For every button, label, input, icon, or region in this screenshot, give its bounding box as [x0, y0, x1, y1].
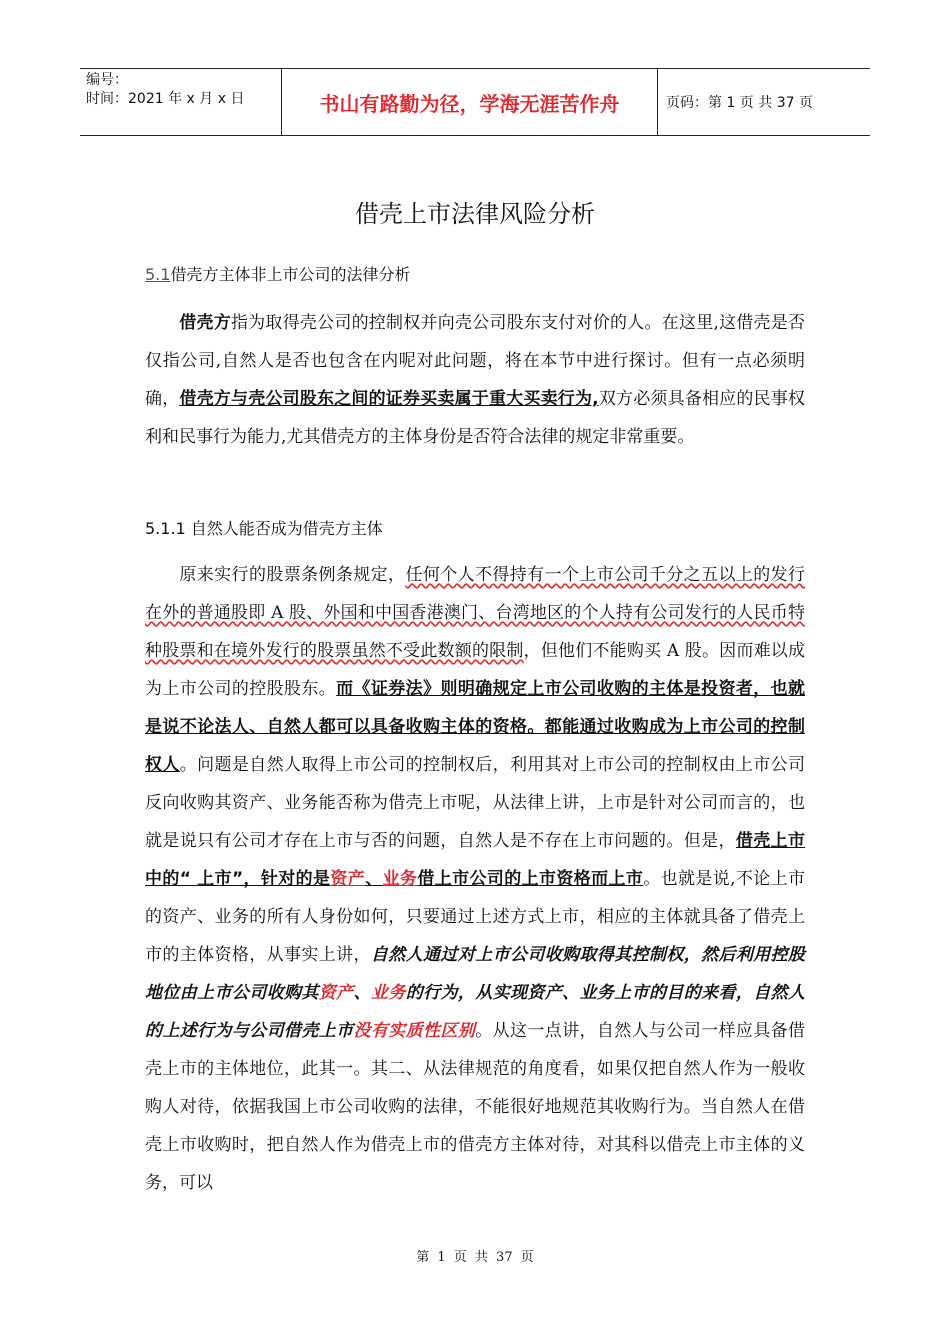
motto-text: 书山有路勤为径，学海无涯苦作舟	[319, 91, 620, 116]
para1-text-b: 双方必须具备相应的民事权利和民事行为能力,尤其借壳方的主体身份是否符合法律的规定非常重要。	[145, 389, 806, 447]
para2-d: 而《证券法》则明确规定上市公司收购的主体是投资者，也就是说不论法人、自然人都可以具备收购主体的资格。都能通过收购成为上市公司的控制权人	[145, 679, 806, 775]
paragraph-1	[145, 304, 805, 456]
para2-i: 业务	[382, 869, 418, 889]
para2-j: 借上市公司的上市资格而上市	[417, 869, 644, 889]
para2-c: ，但他们不能购买 A 股。因而难以成为上市公司的控股股东。	[145, 641, 805, 699]
section-number: 5.1	[145, 265, 171, 284]
para2-r: 。从这一点讲，自然人与公司一样应具备借壳上市的主体地位，此其一。其二、从法律规范的角度看，如果仅把自然人作为一般收购人对待，依据我国上市公司收购的法律，不能很好地规范其收购行为。当自然人在借壳上市收购时，把自然人作为借壳上市的借壳方主体对待，对其科以借壳上市主体的义务，可以	[145, 1021, 806, 1193]
para2-m: 资产	[318, 983, 354, 1003]
para2-a: 原来实行的股票条例条规定，	[179, 565, 406, 585]
header-meta-cell	[80, 69, 282, 135]
para2-g: 资产	[330, 869, 366, 889]
para2-p: 的行为，从实现资产、业务上市的目的来看，自然人的上述行为与公司借壳上市	[145, 983, 806, 1041]
para1-text-a: 指为取得壳公司的控制权并向壳公司股东支付对价的人。在这里,这借壳是否仅指公司,自然人是否也包含在内呢对此问题，将在本节中进行探讨。但有一点必须明确，	[145, 313, 806, 409]
page-footer: 第 1 页 共 37 页	[416, 1250, 534, 1265]
number-label: 编号：	[86, 72, 128, 88]
section-heading-5-1	[145, 262, 410, 285]
para2-k: 。也就是说,不论上市的资产、业务的所有人身份如何，只要通过上述方式上市，相应的主体就具备了借壳上市的主体资格，从事实上讲，	[145, 869, 806, 965]
para2-n: 、	[353, 983, 371, 1003]
para2-f: 借壳上市中的“ 上市”，针对的是	[145, 831, 806, 889]
header-motto-cell	[282, 69, 658, 135]
para2-b: 任何个人不得持有一个上市公司千分之五以上的发行在外的普通股即 A 股、外国和中国香港澳门、台湾地区的个人持有公司发行的人民币特种股票和在境外发行的股票虽然不受此数额的限制	[145, 565, 806, 661]
page-info: 页码：第 1 页 共 37 页	[666, 95, 813, 111]
para2-h: 、	[365, 869, 383, 889]
document-title: 借壳上市法律风险分析	[355, 200, 595, 228]
para1-emphasis: 借壳方与壳公司股东之间的证券买卖属于重大买卖行为,	[179, 389, 599, 409]
paragraph-2	[145, 556, 805, 1202]
time-label: 时间：2021 年 x 月 x 日	[86, 91, 245, 107]
para2-e: 。问题是自然人取得上市公司的控制权后，利用其对上市公司的控制权由上市公司反向收购其资产、业务能否称为借壳上市呢，从法律上讲，上市是针对公司而言的，也就是说只有公司才存在上市与否的问题，自然人是不存在上市问题的。但是，	[145, 755, 806, 851]
section-heading-5-1-1: 5.1.1 自然人能否成为借壳方主体	[145, 519, 383, 538]
para2-q: 没有实质性区别	[353, 1021, 476, 1041]
term-jieke-fang: 借壳方	[179, 313, 231, 333]
header-table	[80, 68, 870, 136]
para2-o: 业务	[370, 983, 406, 1003]
para2-l: 自然人通过对上市公司收购取得其控制权，然后利用控股地位由上市公司收购其	[145, 945, 806, 1003]
section-heading-text: 借壳方主体非上市公司的法律分析	[170, 265, 411, 284]
header-page-cell	[658, 69, 870, 135]
